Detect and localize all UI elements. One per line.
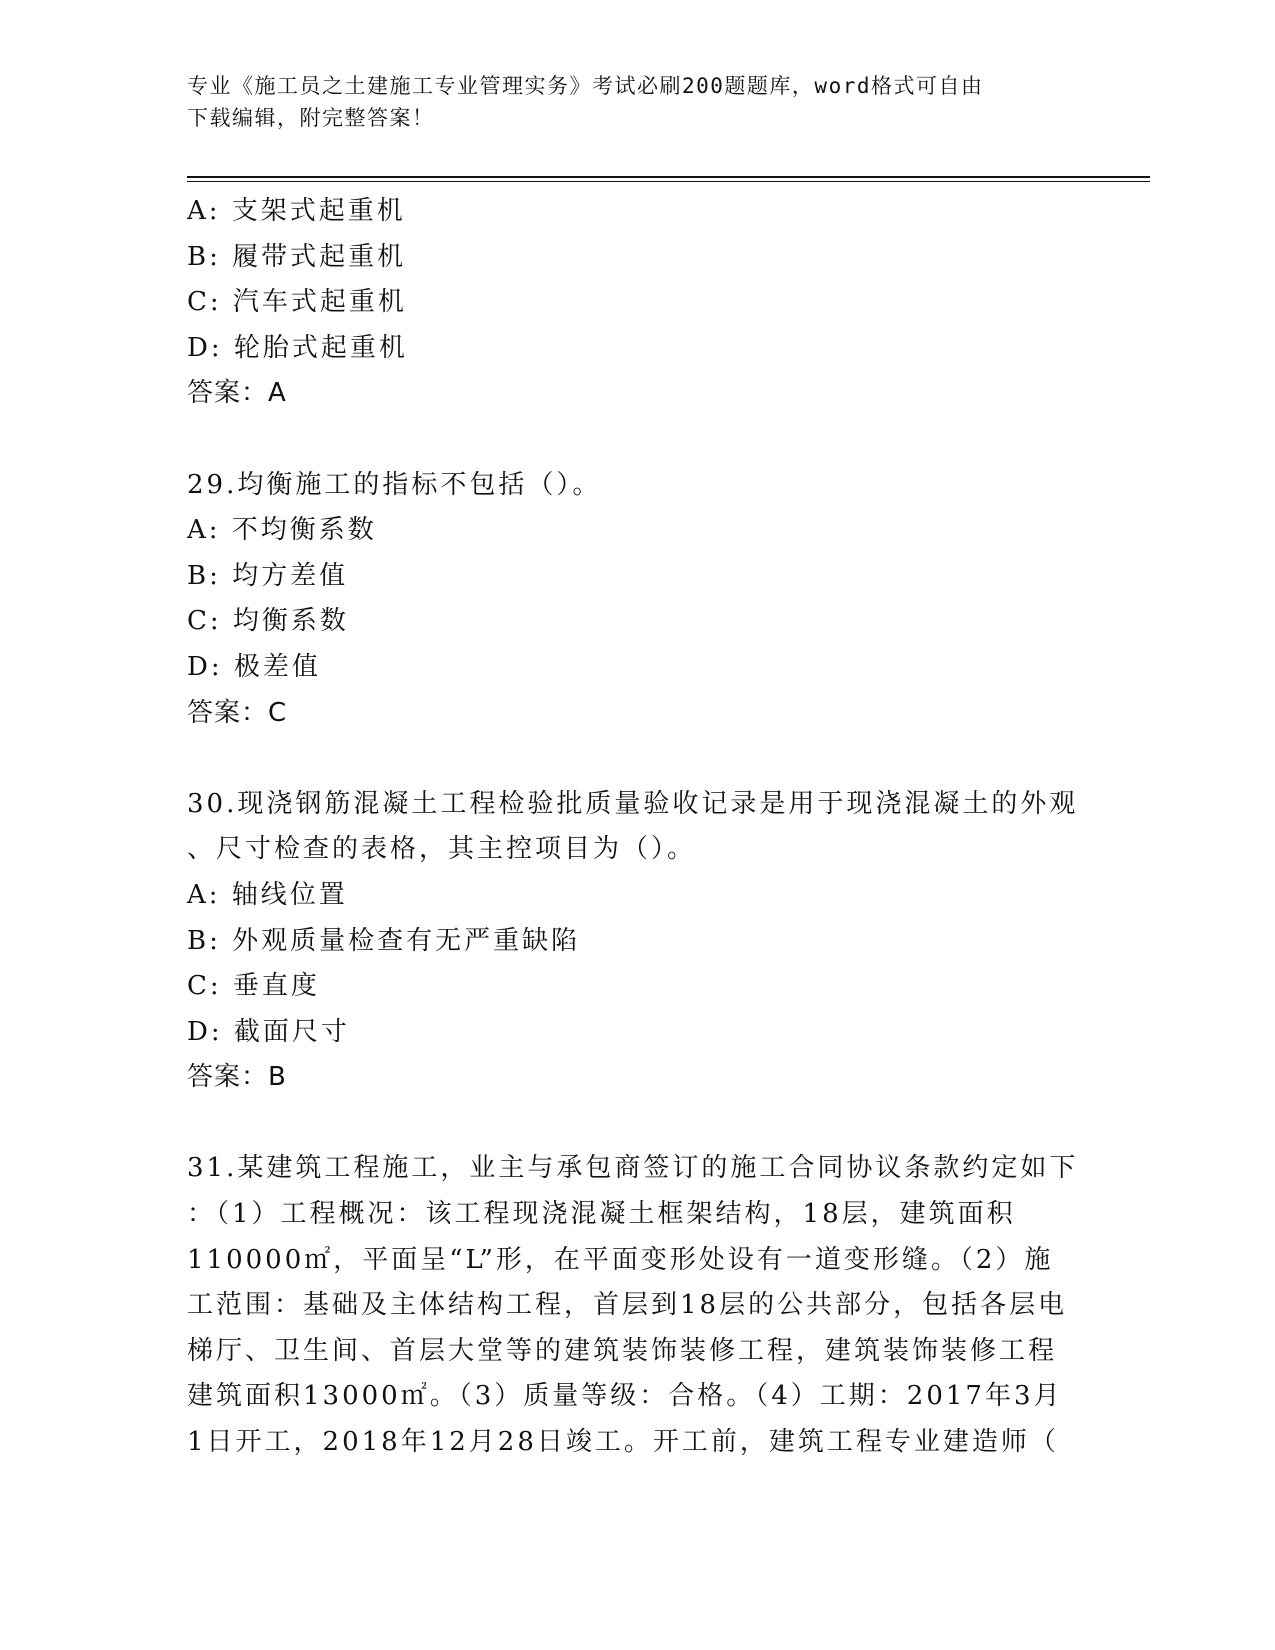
option-c: C: 垂直度 (187, 971, 320, 1002)
question-text-line-5: 梯厅、卫生间、首层大堂等的建筑装饰装修工程，建筑装饰装修工程 (187, 1335, 1058, 1366)
option-b: B: 外观质量检查有无严重缺陷 (187, 925, 581, 956)
question-text-line-4: 工范围：基础及主体结构工程，首层到18层的公共部分，包括各层电 (187, 1290, 1068, 1321)
option-a: A: 支架式起重机 (187, 196, 406, 226)
question-text-line-2: ：（1）工程概况：该工程现浇混凝土框架结构，18层，建筑面积 (187, 1199, 1016, 1230)
question-text-line-2: 、尺寸检查的表格，其主控项目为（）。 (187, 834, 697, 865)
header-line-1: 专业《施工员之土建施工专业管理实务》考试必刷200题题库，word格式可自由 (187, 74, 984, 98)
header-divider-thin (187, 181, 1150, 182)
header-divider-thick (187, 176, 1150, 178)
answer: 答案：B (187, 1062, 287, 1093)
question-text-line-7: 1日开工，2018年12月28日竣工。开工前，建筑工程专业建造师（ (187, 1427, 1059, 1458)
option-c: C: 均衡系数 (187, 606, 349, 637)
option-c: C: 汽车式起重机 (187, 287, 407, 318)
header-line-2: 下载编辑，附完整答案！ (187, 106, 435, 130)
spacer (187, 736, 1067, 782)
document-header (187, 70, 1067, 134)
option-a: A: 轴线位置 (187, 879, 348, 910)
option-d: D: 截面尺寸 (187, 1016, 350, 1047)
question-31 (187, 1146, 1079, 1465)
option-b: B: 履带式起重机 (187, 241, 407, 272)
question-text-line-3: 110000㎡，平面呈“L”形，在平面变形处设有一道变形缝。（2）施 (187, 1244, 1054, 1275)
spacer (187, 417, 1067, 463)
question-list (187, 189, 1079, 1466)
question-29 (187, 463, 1067, 737)
option-d: D: 极差值 (187, 651, 321, 682)
option-b: B: 均方差值 (187, 560, 349, 591)
option-a: A: 不均衡系数 (187, 515, 377, 546)
option-d: D: 轮胎式起重机 (187, 332, 408, 363)
spacer (187, 1101, 1067, 1147)
question-28 (187, 189, 1067, 417)
answer: 答案：A (187, 378, 287, 409)
answer: 答案：C (187, 697, 288, 728)
question-text: 29.均衡施工的指标不包括（）。 (187, 469, 602, 500)
question-30 (187, 782, 1079, 1101)
question-text-line-1: 31.某建筑工程施工，业主与承包商签订的施工合同协议条款约定如下 (187, 1153, 1079, 1184)
question-text-line-1: 30.现浇钢筋混凝土工程检验批质量验收记录是用于现浇混凝土的外观 (187, 788, 1079, 819)
question-text-line-6: 建筑面积13000㎡。（3）质量等级：合格。（4）工期：2017年3月 (187, 1381, 1063, 1412)
